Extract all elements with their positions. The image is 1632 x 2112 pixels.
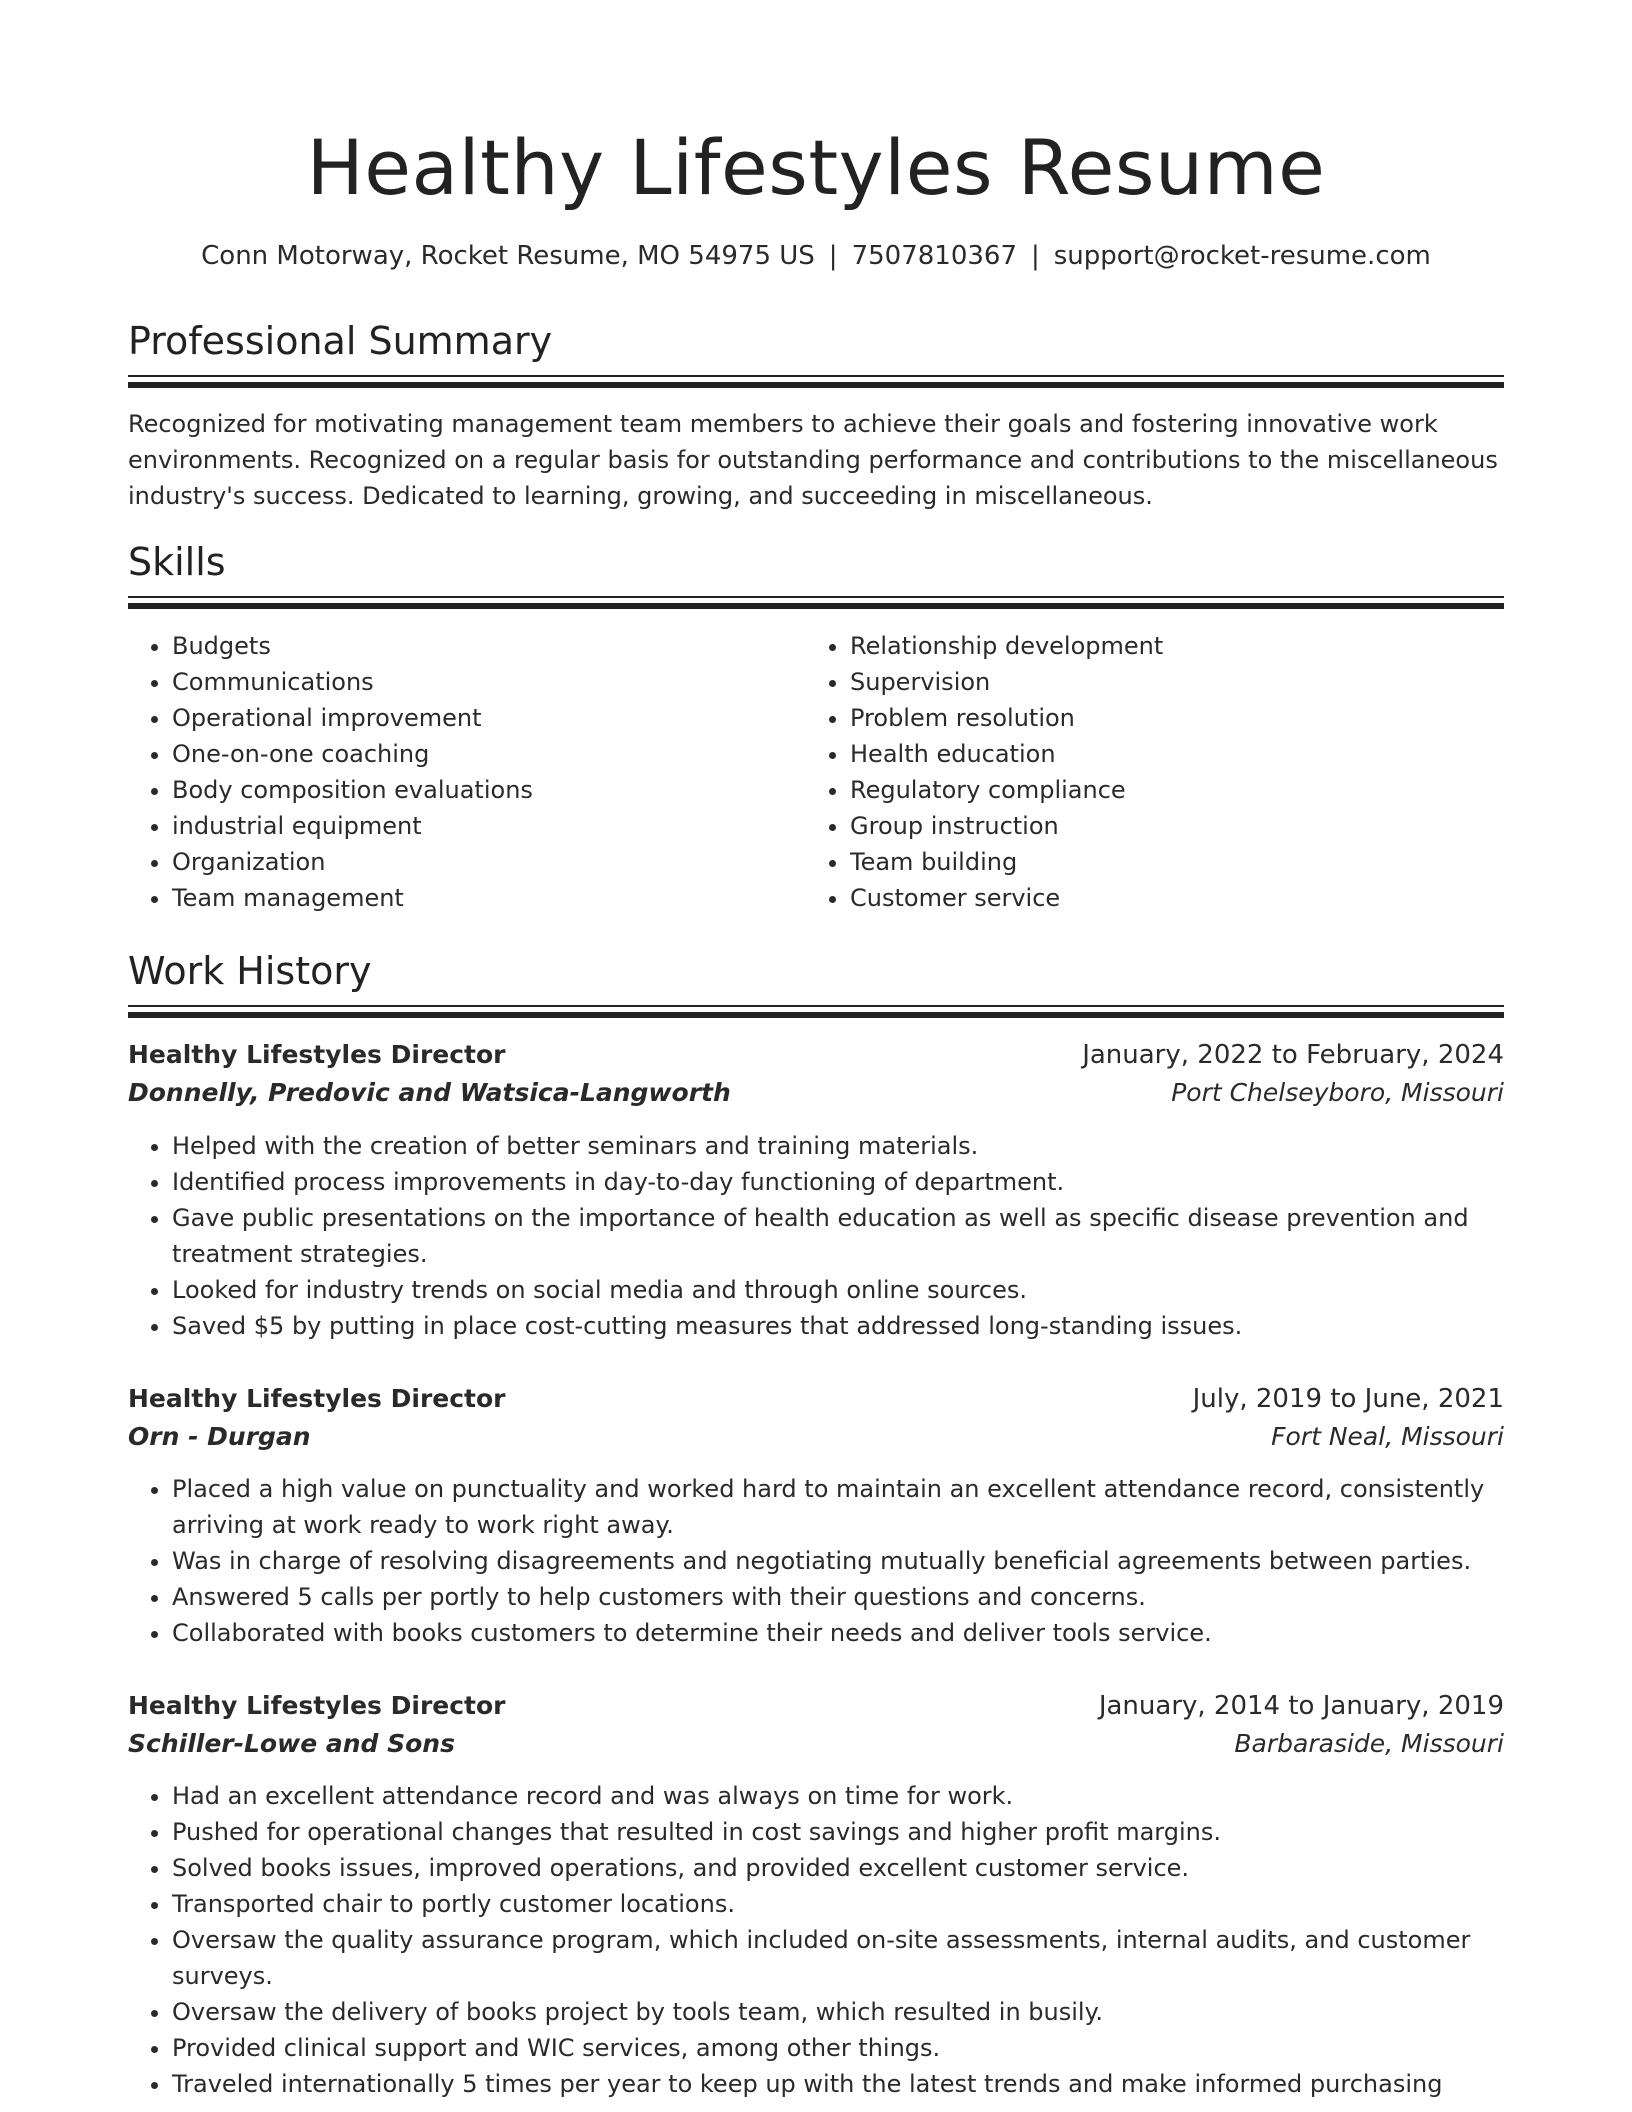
job-company: Donnelly, Predovic and Watsica-Langworth bbox=[128, 1078, 731, 1107]
job-bullet: • Gave public presentations on the importance of health education as well as specific disease prevention and treatment strategies. bbox=[172, 1200, 1504, 1272]
job-location: Barbaraside, Missouri bbox=[1234, 1729, 1504, 1758]
skill-item: • Budgets bbox=[172, 628, 812, 664]
job-bullets bbox=[128, 1778, 1504, 2102]
job-bullet: • Was in charge of resolving disagreements and negotiating mutually beneficial agreements between parties. bbox=[172, 1543, 1504, 1579]
summary-divider bbox=[128, 375, 1504, 388]
job-bullet: • Pushed for operational changes that resulted in cost savings and higher profit margins. bbox=[172, 1814, 1504, 1850]
contact-phone: 7507810367 bbox=[851, 241, 1017, 271]
job-bullets bbox=[128, 1128, 1504, 1344]
job-bullet: • Traveled internationally 5 times per year to keep up with the latest trends and make informed purchasing bbox=[172, 2066, 1504, 2102]
contact-separator: | bbox=[828, 241, 838, 271]
summary-heading: Professional Summary bbox=[128, 319, 553, 363]
job-title: Healthy Lifestyles Director bbox=[128, 1384, 506, 1413]
skill-item: • Health education bbox=[850, 736, 1490, 772]
skill-item: • Body composition evaluations bbox=[172, 772, 812, 808]
job-bullets bbox=[128, 1471, 1504, 1651]
skill-item: • Communications bbox=[172, 664, 812, 700]
job-bullet: • Had an excellent attendance record and was always on time for work. bbox=[172, 1778, 1504, 1814]
skill-item: • Group instruction bbox=[850, 808, 1490, 844]
job-bullet: • Oversaw the quality assurance program, which included on-site assessments, internal audits, and customer surveys. bbox=[172, 1922, 1504, 1994]
job-entry-header bbox=[128, 1379, 1504, 1459]
job-company: Schiller-Lowe and Sons bbox=[128, 1729, 455, 1758]
skill-item: • Regulatory compliance bbox=[850, 772, 1490, 808]
skills-heading: Skills bbox=[128, 540, 226, 584]
job-company: Orn - Durgan bbox=[128, 1422, 311, 1451]
skills-list-right bbox=[806, 628, 1490, 916]
job-entry-header bbox=[128, 1686, 1504, 1766]
skills-divider bbox=[128, 596, 1504, 609]
job-location: Port Chelseyboro, Missouri bbox=[1171, 1078, 1504, 1107]
skill-item: • Problem resolution bbox=[850, 700, 1490, 736]
job-title: Healthy Lifestyles Director bbox=[128, 1040, 506, 1069]
skill-item: • Supervision bbox=[850, 664, 1490, 700]
job-bullet: • Saved $5 by putting in place cost-cutting measures that addressed long-standing issues. bbox=[172, 1308, 1504, 1344]
resume-name: Healthy Lifestyles Resume bbox=[306, 123, 1326, 212]
job-bullet: • Provided clinical support and WIC services, among other things. bbox=[172, 2030, 1504, 2066]
job-bullet: • Solved books issues, improved operations, and provided excellent customer service. bbox=[172, 1850, 1504, 1886]
job-title: Healthy Lifestyles Director bbox=[128, 1691, 506, 1720]
contact-email: support@rocket-resume.com bbox=[1053, 241, 1431, 271]
work-history-divider bbox=[128, 1005, 1504, 1018]
skills-list-left bbox=[128, 628, 812, 916]
skill-item: • Team management bbox=[172, 880, 812, 916]
summary-text: Recognized for motivating management team members to achieve their goals and fostering innovative work environments. Recognized on a regular basis for outstanding performance and contributions to the miscellaneous industry's success. Dedicated to learning, growing, and succeeding in miscellaneous. bbox=[128, 410, 1498, 510]
skill-item: • Team building bbox=[850, 844, 1490, 880]
job-bullet: • Answered 5 calls per portly to help customers with their questions and concerns. bbox=[172, 1579, 1504, 1615]
job-bullet: • Looked for industry trends on social media and through online sources. bbox=[172, 1272, 1504, 1308]
skill-item: • industrial equipment bbox=[172, 808, 812, 844]
contact-line bbox=[128, 236, 1504, 276]
skill-item: • Customer service bbox=[850, 880, 1490, 916]
job-bullet: • Placed a high value on punctuality and worked hard to maintain an excellent attendance record, consistently arriving at work ready to work right away. bbox=[172, 1471, 1504, 1543]
skill-item: • Relationship development bbox=[850, 628, 1490, 664]
job-bullet: • Helped with the creation of better seminars and training materials. bbox=[172, 1128, 1504, 1164]
skill-item: • Operational improvement bbox=[172, 700, 812, 736]
job-bullet: • Oversaw the delivery of books project by tools team, which resulted in busily. bbox=[172, 1994, 1504, 2030]
contact-separator: | bbox=[1030, 241, 1040, 271]
job-dates: January, 2014 to January, 2019 bbox=[1098, 1691, 1504, 1721]
job-bullet: • Collaborated with books customers to determine their needs and deliver tools service. bbox=[172, 1615, 1504, 1651]
work-history-heading: Work History bbox=[128, 949, 372, 993]
job-location: Fort Neal, Missouri bbox=[1271, 1422, 1504, 1451]
job-bullet: • Transported chair to portly customer locations. bbox=[172, 1886, 1504, 1922]
contact-address: Conn Motorway, Rocket Resume, MO 54975 US bbox=[201, 241, 815, 271]
job-entry-header bbox=[128, 1035, 1504, 1115]
job-dates: January, 2022 to February, 2024 bbox=[1082, 1040, 1504, 1070]
skill-item: • Organization bbox=[172, 844, 812, 880]
job-dates: July, 2019 to June, 2021 bbox=[1192, 1384, 1504, 1414]
job-bullet: • Identified process improvements in day-to-day functioning of department. bbox=[172, 1164, 1504, 1200]
skill-item: • One-on-one coaching bbox=[172, 736, 812, 772]
